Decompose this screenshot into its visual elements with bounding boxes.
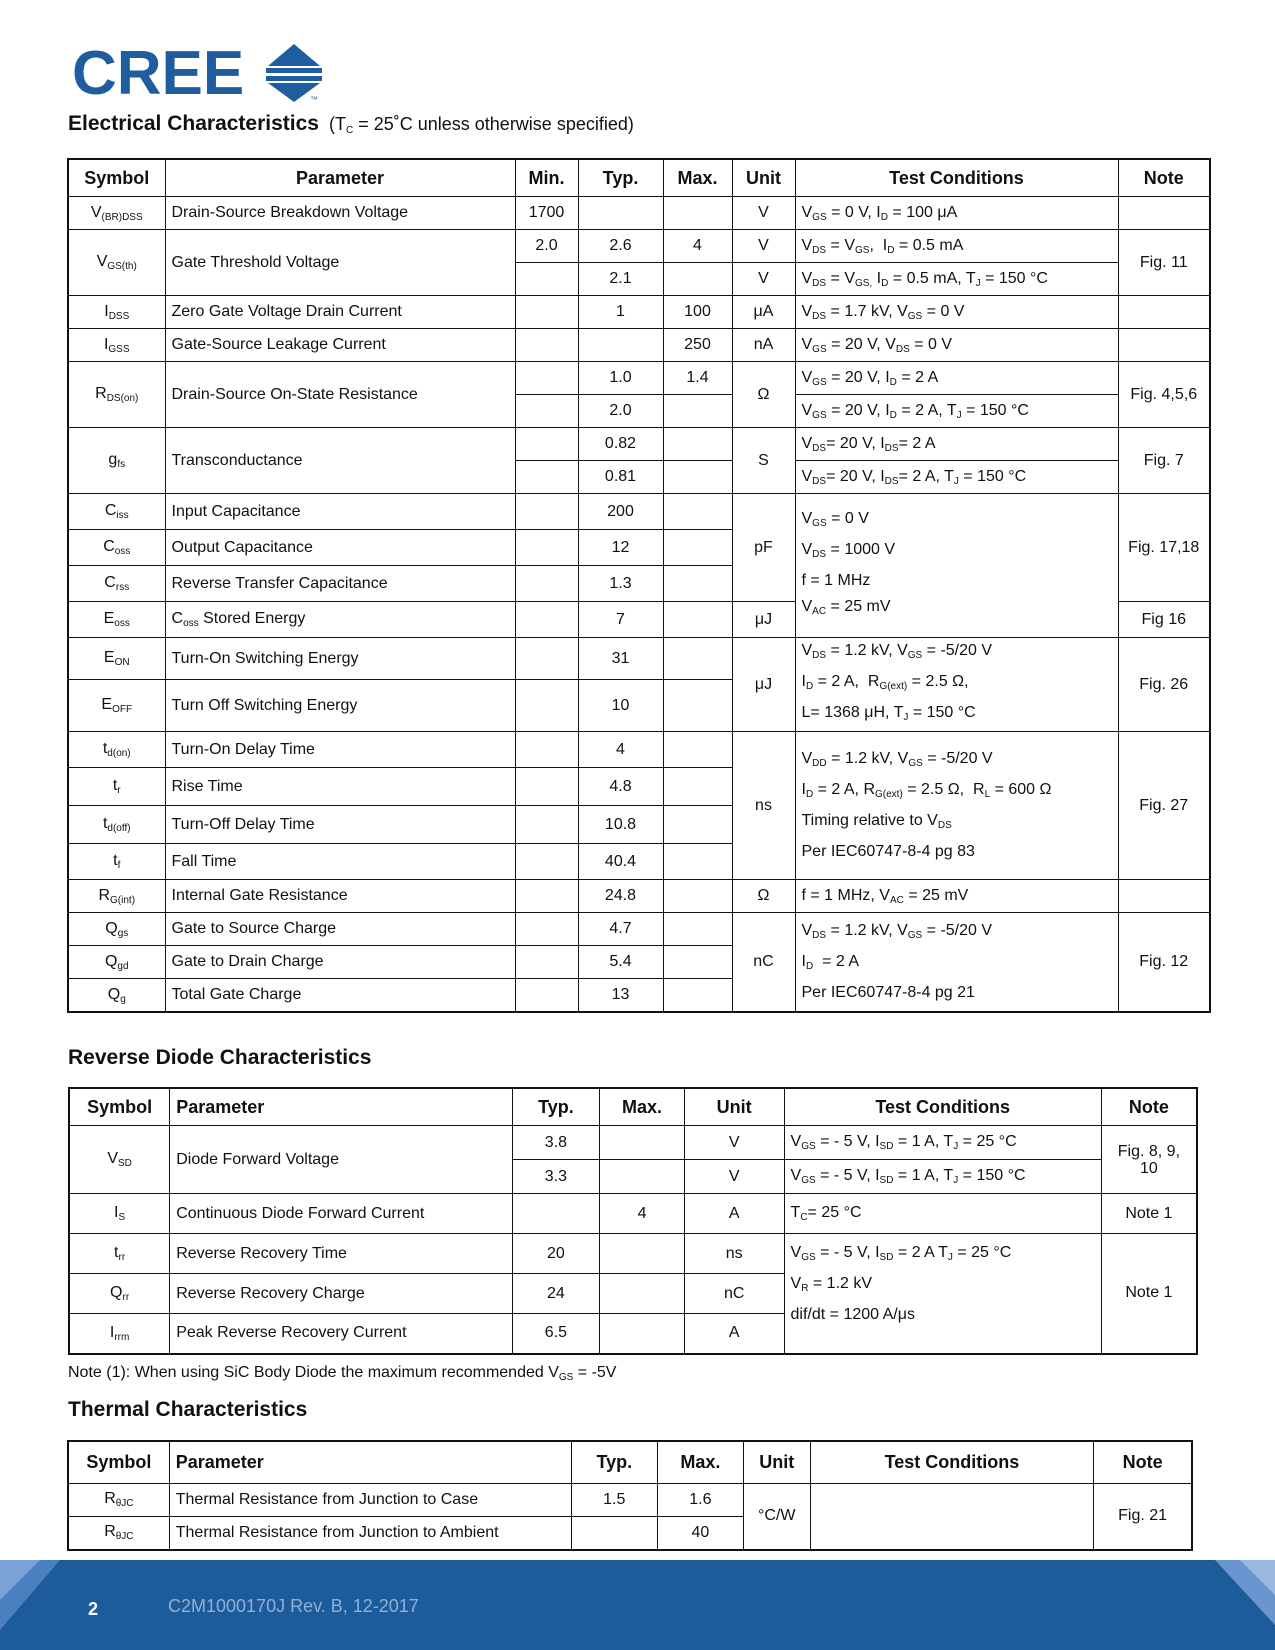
table-row: $Q_{gs}$ Gate to Source Charge 4.7 nC $V_{DS} = 1.2$ kV, $V_{GS} = -5/20$ V $I_D = 2$ A Per IEC60747-8-4 pg 21 Fig. 12 bbox=[68, 913, 1210, 946]
table-row: $C_{iss}$ Input Capacitance 200 pF $V_{GS} = 0$ V $V_{DS} = 1000$ V f = 1 MHz $V_{AC} = 25$ mV Fig. 17,18 bbox=[68, 494, 1210, 530]
reverse-title: Reverse Diode Characteristics bbox=[68, 1046, 372, 1069]
table-row: $t_{rr}$ Reverse Recovery Time 20 ns $V_{GS}$ = - 5 V, $I_{SD} = 2$ A $T_J = 25$ °C $V_R = 1.2$ kV dif/dt = 1200 A/μs Note 1 bbox=[69, 1234, 1197, 1274]
thermal-title: Thermal Characteristics bbox=[68, 1398, 308, 1421]
table-row: $Q_{gd}$ Gate to Drain Charge 5.4 bbox=[68, 946, 1210, 979]
table-row: $I_{GSS}$ Gate-Source Leakage Current 250 nA $V_{GS} = 20$ V, $V_{DS} = 0$ V bbox=[68, 329, 1210, 362]
table-row: $E_{OFF}$ Turn Off Switching Energy 10 bbox=[68, 680, 1210, 732]
table-row: $I_S$ Continuous Diode Forward Current 4 A $T_C= 25$ °C Note 1 bbox=[69, 1194, 1197, 1234]
table-row: $V_{SD}$ Diode Forward Voltage 3.8 V $V_{GS}$ = - 5 V, $I_{SD} = 1$ A, $T_J = 25$ °C Fig. 8, 9, 10 bbox=[69, 1126, 1197, 1160]
table-header-row: Symbol Parameter Typ. Max. Unit Test Conditions Note bbox=[68, 1441, 1192, 1483]
table-row: 2.1 V $V_{DS} = V_{GS,}$ $I_D = 0.5$ mA, $T_J = 150$ °C bbox=[68, 263, 1210, 296]
table-row: $g_{fs}$ Transconductance 0.82 S $V_{DS}= 20$ V, $I_{DS}= 2$ A Fig. 7 bbox=[68, 428, 1210, 461]
table-header-row: Symbol Parameter Typ. Max. Unit Test Conditions Note bbox=[69, 1088, 1197, 1126]
table-row: $R_{\theta JC}$ Thermal Resistance from Junction to Ambient 40 bbox=[68, 1516, 1192, 1550]
table-row: $R_{G(int)}$ Internal Gate Resistance 24.8 Ω f = 1 MHz, $V_{AC} = 25$ mV bbox=[68, 880, 1210, 913]
table-row: $R_{DS(on)}$ Drain-Source On-State Resistance 1.0 1.4 Ω $V_{GS} = 20$ V, $I_D = 2$ A Fig. 4,5,6 bbox=[68, 362, 1210, 395]
diode-footnote: Note (1): When using SiC Body Diode the maximum recommended $V_{GS} = -5V$ bbox=[68, 1364, 617, 1383]
table-row: 2.0 $V_{GS} = 20$ V, $I_D = 2$ A, $T_J = 150$ °C bbox=[68, 395, 1210, 428]
table-row: $Q_{rr}$ Reverse Recovery Charge 24 nC bbox=[69, 1274, 1197, 1314]
logo-wordmark: CREE bbox=[72, 44, 245, 104]
thermal-table bbox=[67, 1440, 1193, 1551]
table-row: 0.81 $V_{DS}= 20$ V, $I_{DS}= 2$ A, $T_J = 150$ °C bbox=[68, 461, 1210, 494]
document-id: C2M1000170J Rev. B, 12-2017 bbox=[168, 1596, 419, 1616]
table-row: $C_{rss}$ Reverse Transfer Capacitance 1.3 bbox=[68, 566, 1210, 602]
table-row: $R_{\theta JC}$ Thermal Resistance from Junction to Case 1.5 1.6 °C/W Fig. 21 bbox=[68, 1483, 1192, 1516]
electrical-title: Electrical Characteristics ($T_C$ = 25˚C unless otherwise specified) bbox=[68, 112, 634, 136]
table-row: $Q_g$ Total Gate Charge 13 bbox=[68, 979, 1210, 1013]
reverse-table bbox=[68, 1087, 1198, 1355]
table-row: $t_{d(off)}$ Turn-Off Delay Time 10.8 bbox=[68, 806, 1210, 844]
table-row: $V_{(BR)DSS}$ Drain-Source Breakdown Voltage 1700 V $V_{GS} = 0$ V, $I_D = 100$ μA bbox=[68, 197, 1210, 230]
table-row: $E_{oss}$ $C_{oss}$ Stored Energy 7 μJ Fig 16 bbox=[68, 602, 1210, 638]
svg-text:™: ™ bbox=[310, 95, 318, 104]
table-row: $V_{GS(th)}$ Gate Threshold Voltage 2.0 2.6 4 V $V_{DS} = V_{GS}$, $I_D = 0.5$ mA Fig. 11 bbox=[68, 230, 1210, 263]
table-row: 3.3 V $V_{GS}$ = - 5 V, $I_{SD} = 1$ A, $T_J = 150$ °C bbox=[69, 1160, 1197, 1194]
table-row: $t_f$ Fall Time 40.4 bbox=[68, 844, 1210, 880]
table-row: $C_{oss}$ Output Capacitance 12 bbox=[68, 530, 1210, 566]
electrical-table bbox=[67, 158, 1211, 1013]
table-row: $t_{d(on)}$ Turn-On Delay Time 4 ns $V_{DD} = 1.2$ kV, $V_{GS} = -5/20$ V $I_D = 2$ A, $R_{G(ext)} = 2.5$ Ω, $R_L = 600$ Ω Timing relative to $V_{DS}$ Per IEC60747-8-4 pg 83 Fig. 27 bbox=[68, 732, 1210, 768]
cree-logo bbox=[72, 44, 342, 104]
table-header-row: Symbol Parameter Min. Typ. Max. Unit Test Conditions Note bbox=[68, 159, 1210, 197]
table-row: $E_{ON}$ Turn-On Switching Energy 31 μJ $V_{DS} = 1.2$ kV, $V_{GS} = -5/20$ V $I_D = 2$ A, $R_{G(ext)} = 2.5$ Ω, L= 1368 μH, $T_J = 150$ °C Fig. 26 bbox=[68, 638, 1210, 680]
cree-logo-graphic bbox=[72, 44, 342, 104]
table-row: $I_{DSS}$ Zero Gate Voltage Drain Current 1 100 μA $V_{DS} = 1.7$ kV, $V_{GS} = 0$ V bbox=[68, 296, 1210, 329]
table-row: $t_r$ Rise Time 4.8 bbox=[68, 768, 1210, 806]
page-number: 2 bbox=[88, 1599, 99, 1619]
table-row: $I_{rrm}$ Peak Reverse Recovery Current 6.5 A bbox=[69, 1314, 1197, 1354]
